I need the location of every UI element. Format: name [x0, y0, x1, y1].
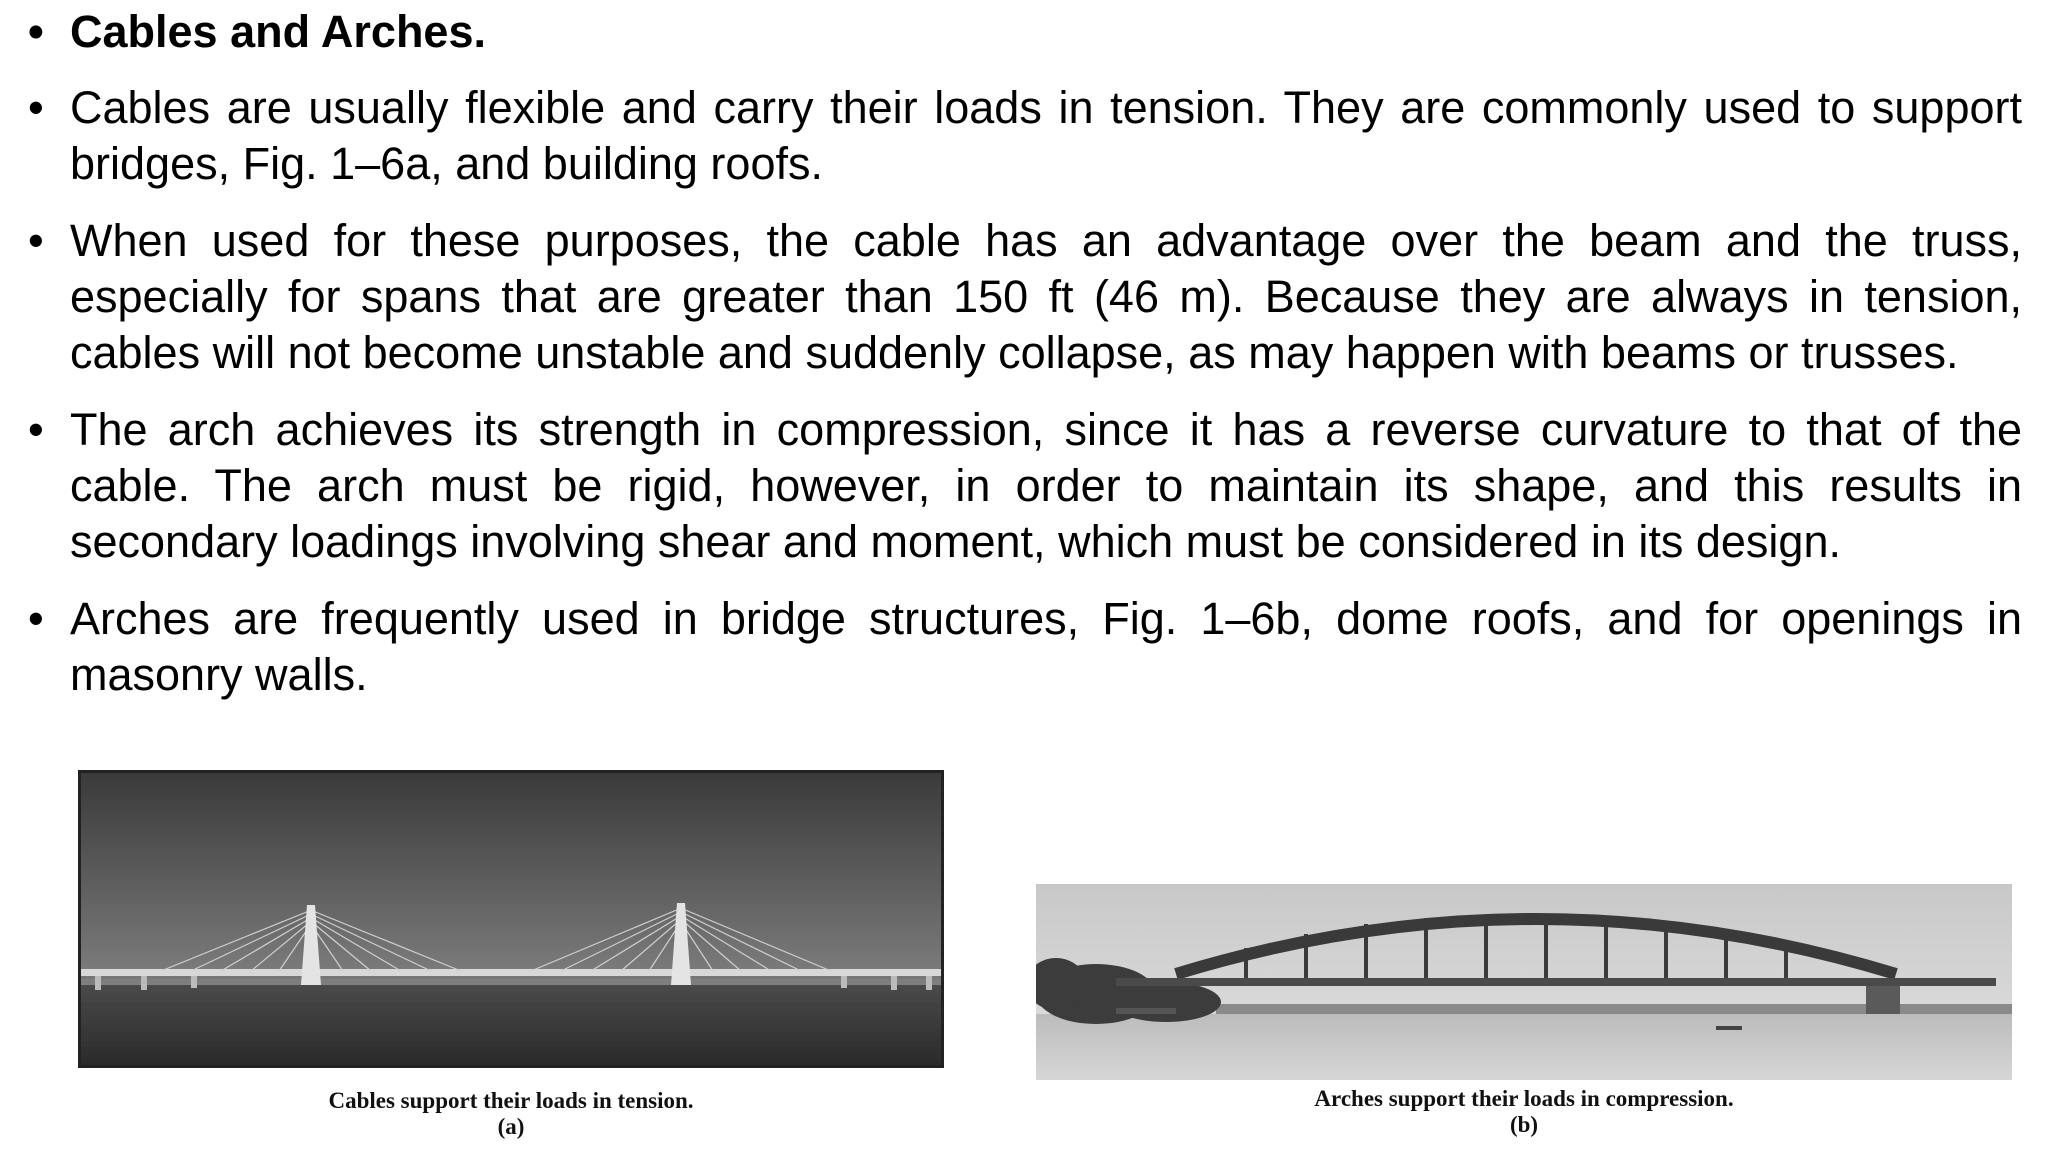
bullet-arch — [28, 402, 2022, 570]
cable-bridge-photo — [78, 770, 944, 1068]
bullet-dot: • — [28, 82, 44, 133]
bullet-cables — [28, 80, 2022, 192]
bullet-text: When used for these purposes, the cable has an advantage over the beam and the truss, especially for spans that are greater than 150 ft (46 m). Because they are always in tension, cables will not become unstable and suddenly collapse, as may happen with beams or trusses. — [70, 215, 2022, 378]
bullet-text: The arch achieves its strength in compression, since it has a reverse curvature to that of the cable. The arch must be rigid, however, in order to maintain its shape, and this results in secondary loadings involving shear and moment, which must be considered in its design. — [70, 404, 2022, 567]
bullet-dot: • — [28, 593, 44, 644]
bullet-text: Arches are frequently used in bridge structures, Fig. 1–6b, dome roofs, and for openings in masonry walls. — [70, 593, 2022, 700]
caption-label: (b) — [1509, 1112, 1539, 1137]
bullet-arch-uses — [28, 591, 2022, 703]
bullet-dot: • — [28, 6, 44, 57]
bullet-text: Cables are usually flexible and carry their loads in tension. They are commonly used to support bridges, Fig. 1–6a, and building roofs. — [70, 82, 2022, 189]
caption-text: Arches support their loads in compression. — [1314, 1086, 1734, 1111]
bullet-dot: • — [28, 404, 44, 455]
bullet-title — [28, 4, 2022, 60]
figure-b-caption — [1036, 1086, 2012, 1138]
bullet-cable-advantage — [28, 213, 2022, 381]
bullet-text: Cables and Arches. — [70, 6, 486, 57]
bullet-dot: • — [28, 215, 44, 266]
arch-bridge-photo — [1036, 884, 2012, 1080]
figure-a-caption — [78, 1088, 944, 1140]
caption-label: (a) — [497, 1114, 525, 1139]
bullet-list — [28, 4, 2022, 724]
caption-text: Cables support their loads in tension. — [328, 1088, 694, 1113]
